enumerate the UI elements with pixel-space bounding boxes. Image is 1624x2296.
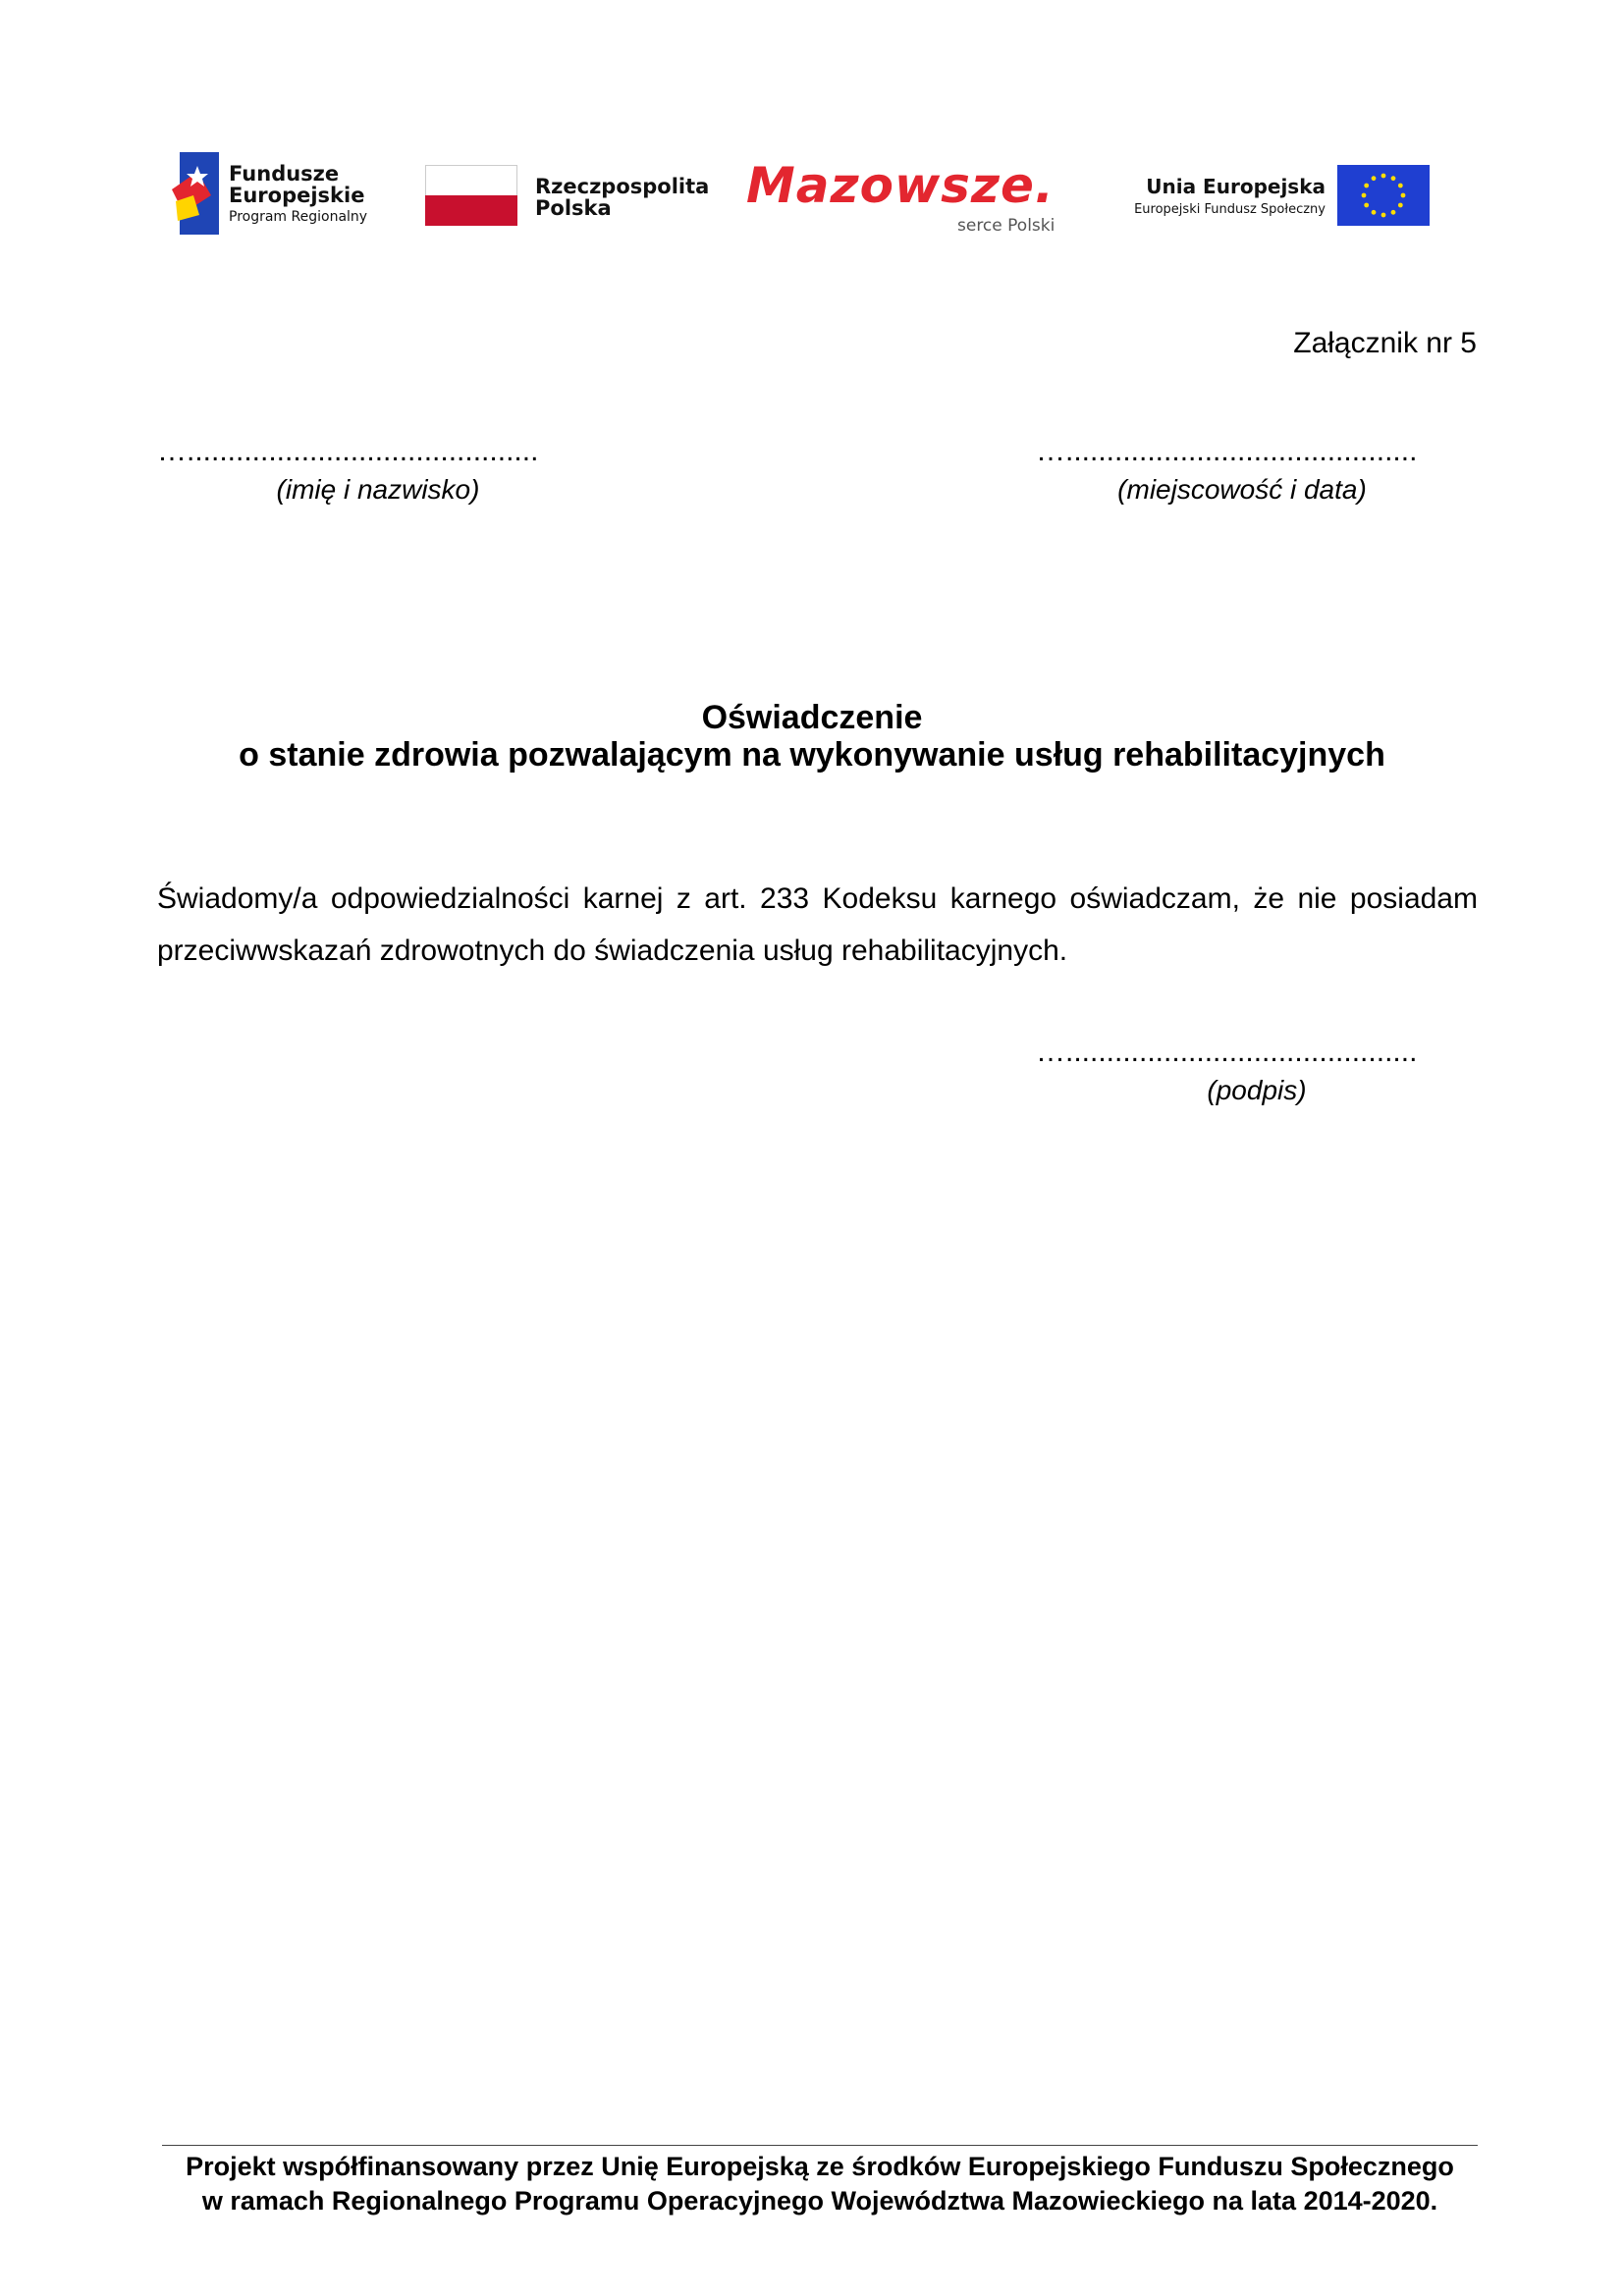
eu-star-icon [1381, 213, 1386, 218]
mazowsze-tagline: serce Polski [957, 216, 1056, 236]
eu-star-icon [1372, 176, 1377, 181]
ue-line1: Unia Europejska [1146, 175, 1326, 198]
eu-star-icon [1398, 203, 1403, 208]
fe-mark-icon [172, 152, 219, 235]
eu-star-icon [1401, 193, 1406, 198]
fundusze-europejskie-logo [172, 152, 398, 236]
logo-strip [157, 147, 1434, 245]
eu-star-icon [1364, 184, 1369, 188]
place-date-caption: (miejscowość i data) [1117, 474, 1367, 505]
signature-dotted-line: …........................................... [1036, 1036, 1418, 1068]
footer-rule [162, 2145, 1478, 2146]
name-caption: (imię i nazwisko) [276, 474, 480, 505]
name-dotted-line: …........................................... [157, 435, 539, 467]
eu-star-icon [1362, 193, 1367, 198]
signature-caption: (podpis) [1207, 1075, 1307, 1105]
mazowsze-wordmark: Mazowsze. [746, 157, 1055, 214]
statement-paragraph: Świadomy/a odpowiedzialności karnej z art. 233 Kodeksu karnego oświadczam, że nie posiadam przeciwwskazań zdrowotnych do świadczenia usług rehabilitacyjnych. [157, 882, 1478, 967]
document-title: Oświadczenie [701, 699, 923, 736]
eu-flag-icon [1337, 165, 1430, 226]
polish-flag-icon [425, 165, 517, 226]
eu-star-icon [1372, 210, 1377, 215]
eu-star-icon [1364, 203, 1369, 208]
document-subtitle: o stanie zdrowia pozwalającym na wykonywanie usług rehabilitacyjnych [239, 736, 1385, 774]
eu-star-icon [1381, 174, 1386, 179]
footer-line1: Projekt współfinansowany przez Unię Europejską ze środków Europejskiego Funduszu Społecznego [186, 2152, 1454, 2181]
footer-line2: w ramach Regionalnego Programu Operacyjnego Województwa Mazowieckiego na lata 2014-2020. [201, 2186, 1438, 2216]
fe-line1: Fundusze [229, 162, 340, 186]
unia-europejska-logo [1119, 165, 1434, 234]
rp-line2: Polska [535, 196, 612, 220]
fe-line2: Europejskie [229, 184, 365, 207]
eu-star-icon [1398, 184, 1403, 188]
rp-line1: Rzeczpospolita [535, 175, 710, 198]
eu-star-icon [1391, 210, 1396, 215]
fe-line3: Program Regionalny [229, 209, 368, 225]
eu-star-icon [1391, 176, 1396, 181]
annex-label: Załącznik nr 5 [1293, 327, 1477, 359]
mazowsze-logo [746, 157, 1080, 245]
place-date-dotted-line: …........................................... [1036, 435, 1418, 467]
ue-line2: Europejski Fundusz Społeczny [1134, 202, 1326, 217]
rzeczpospolita-polska-logo [425, 165, 710, 234]
